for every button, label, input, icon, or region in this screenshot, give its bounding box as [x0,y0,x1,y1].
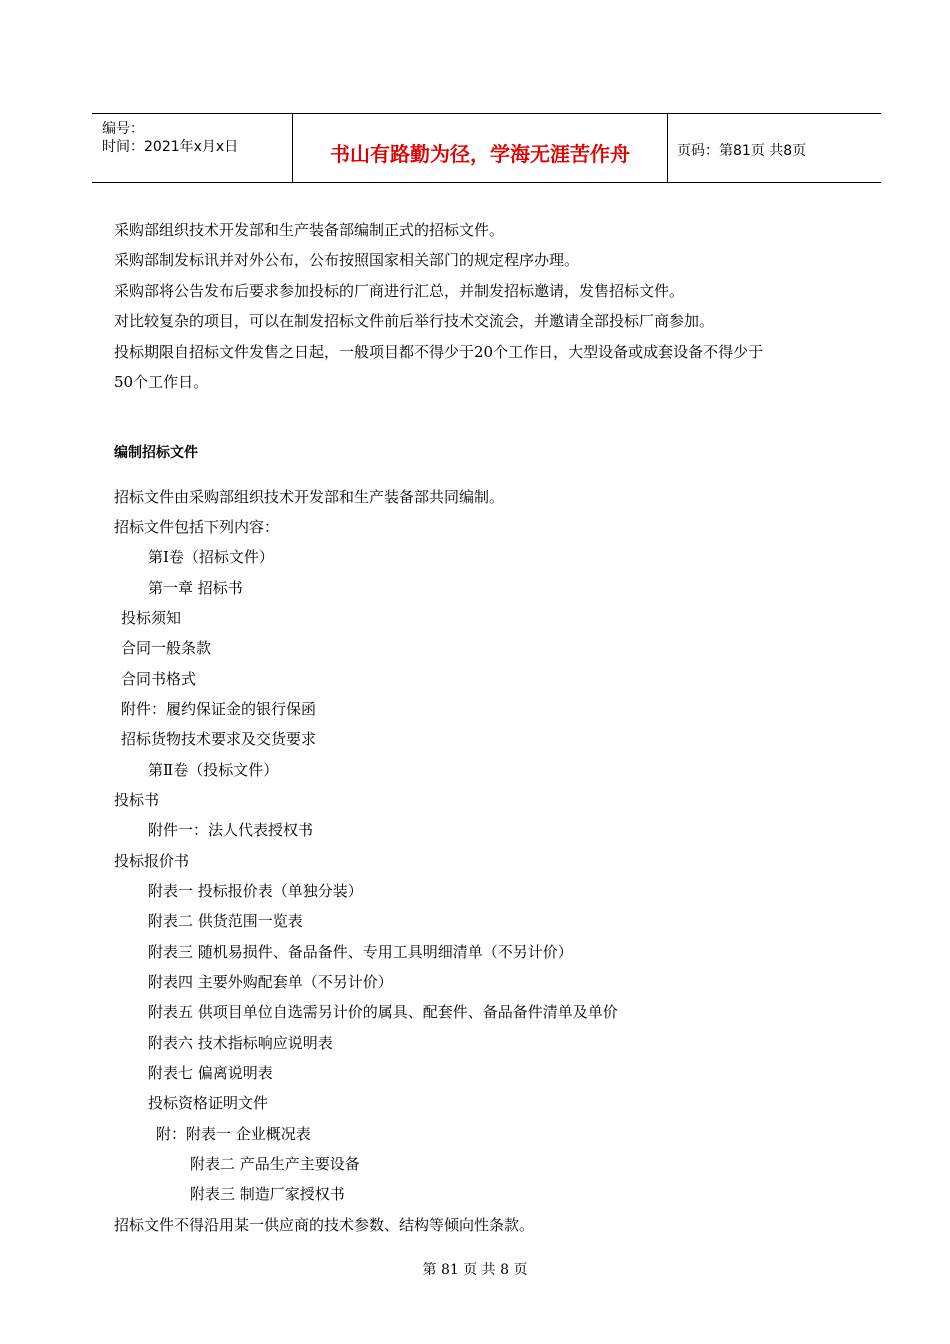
paragraph: 采购部组织技术开发部和生产装备部编制正式的招标文件。 [114,221,505,239]
paragraph: 对比较复杂的项目，可以在制发招标文件前后举行技术交流会，并邀请全部投标厂商参加。 [114,312,715,330]
body-line: 招标文件由采购部组织技术开发部和生产装备部共同编制。 [114,488,505,506]
body-line: 附件一：法人代表授权书 [148,821,314,839]
body-line: 招标货物技术要求及交货要求 [121,730,317,748]
body-line: 附表七 偏离说明表 [148,1064,273,1082]
body-line: 投标资格证明文件 [148,1094,269,1112]
number-label: 编号： [102,121,144,137]
body-line: 投标报价书 [114,852,190,870]
body-line: 附表三 制造厂家授权书 [190,1185,345,1203]
body-line: 附表二 供货范围一览表 [148,912,303,930]
header-motto-cell [292,114,668,182]
time-label: 时间：2021年x月x日 [102,139,239,155]
body-line: 第一章 招标书 [148,579,243,597]
body-line: 招标文件包括下列内容： [114,518,280,536]
header-right-cell [667,114,881,182]
body-line: 第Ⅱ卷（投标文件） [148,761,279,779]
body-line: 投标须知 [121,609,182,627]
paragraph: 采购部制发标讯并对外公布，公布按照国家相关部门的规定程序办理。 [114,251,580,269]
body-line: 附件：履约保证金的银行保函 [121,700,317,718]
body-line: 附表六 技术指标响应说明表 [148,1034,333,1052]
paragraph: 采购部将公告发布后要求参加投标的厂商进行汇总，并制发招标邀请，发售招标文件。 [114,282,685,300]
body-line: 第Ⅰ卷（招标文件） [148,548,274,566]
motto-text: 书山有路勤为径，学海无涯苦作舟 [330,142,630,166]
body-line: 招标文件不得沿用某一供应商的技术参数、结构等倾向性条款。 [114,1216,535,1234]
body-line: 合同书格式 [121,670,197,688]
paragraph: 投标期限自招标文件发售之日起，一般项目都不得少于20个工作日，大型设备或成套设备不得少于 [114,343,764,361]
header-table [92,113,881,183]
header-left-cell [92,114,292,182]
body-line: 附表四 主要外购配套单（不另计价） [148,973,393,991]
footer-page-number: 第 81 页 共 8 页 [422,1262,528,1278]
page-label: 页码：第81页 共8页 [677,143,807,159]
body-line: 附：附表一 企业概况表 [156,1125,311,1143]
body-line: 附表二 产品生产主要设备 [190,1155,360,1173]
body-line: 附表五 供项目单位自选需另计价的属具、配套件、备品备件清单及单价 [148,1003,618,1021]
body-line: 附表一 投标报价表（单独分装） [148,882,363,900]
body-line: 附表三 随机易损件、备品备件、专用工具明细清单（不另计价） [148,943,573,961]
paragraph: 50个工作日。 [114,373,209,391]
body-line: 投标书 [114,791,160,809]
section-heading: 编制招标文件 [114,445,198,461]
body-line: 合同一般条款 [121,639,212,657]
